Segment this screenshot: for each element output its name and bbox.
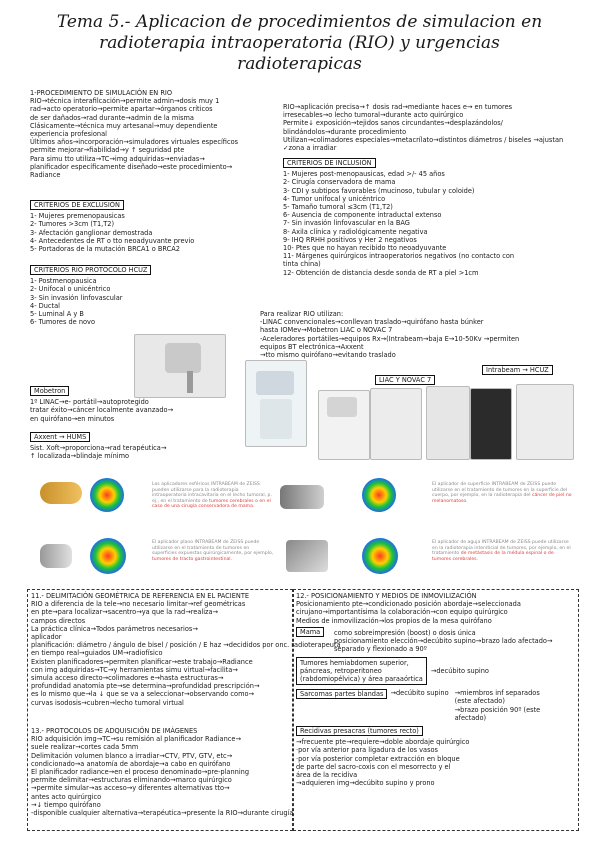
text-line: área de la recidiva [296,771,358,780]
text-line: -Aceleradores portátiles→equipos Rx→(Intrabeam→baja E→10-50Kv →permiten [260,334,520,343]
text-line: →brazo posición 90º (este [454,705,541,714]
text-line: Clásicamente→técnica muy artesanal→muy dependiente [30,121,218,130]
text-line: 9- IHQ RRHH positivos y Her 2 negativos [283,235,417,244]
title-line-2: radioterapia intraoperatoria (RIO) y urgencias [99,33,500,53]
text-line: tinta china) [283,260,321,269]
mobetron-label: Mobetron [30,386,69,396]
title-line-3: radioterapicas [237,54,362,74]
text-line: 1º LINAC→e- portátil→autoprotegido [30,398,149,407]
dose-distribution-image-4 [362,538,398,574]
hcuz-block [30,265,282,326]
text-line: 3- Afectación ganglionar demostrada [30,228,153,237]
text-line: (rabdomiopélvica) y área paraaórtica [300,675,423,684]
text-line: 3- CDI y subtipos favorables (mucinoso, tubular y coloide) [283,186,475,195]
title-line-1: Tema 5.- Aplicacion de procedimientos de simulacion en [56,12,543,32]
text-line: Sist. Xoft→proporciona→rad terapéutica→ [30,444,167,453]
equipment-block [260,310,585,359]
text-line: permite mejorar→fiabilidad→y ↑ seguridad pte [30,146,185,155]
text-line: El planificador radiance→en el proceso denominado→pre-planning [31,768,250,777]
surface-applicator-image [280,485,324,509]
text-line: irresecables→o lecho tumoral→durante acto quirúrgico [283,111,464,120]
text-line: 4- Tumor unifocal y unicéntrico [283,194,386,203]
intrabeam-label: Intrabeam → HCUZ [482,365,553,375]
text-line: 2- Cirugía conservadora de mama [283,178,396,187]
text-line: profundidad anatomía pte→se determina→profundidad prescripción→ [31,682,260,691]
section-12-lines [296,600,576,625]
text-line: Permite↓ exposición→tejidos sanos circundantes→desplazándolos/ [283,119,503,128]
novac-image [370,388,422,460]
text-line: en pte→para localizar→sacentro→ya que la rad→realiza→ [31,608,219,617]
tumores-position: →decúbito supino [430,666,489,675]
text-line: Medios de inmovilización→los propios de la mesa quirófano [296,616,492,625]
text-line: →permite simular→as acceso→y diferentes alternativas tto→ [31,784,230,793]
section-lines [30,97,282,179]
text-line: RIO a diferencia de la tele→no necesario limitar→ref geométricas [31,600,246,609]
axxent-label: Axxent → HUMS [30,432,90,442]
text-line: antes acto quirúrgico [31,792,102,801]
flat-applicator-image [40,544,72,568]
text-line: 4- Ductal [30,301,61,310]
text-line: 1- Mujeres post-menopausicas, edad >/- 45 años [283,170,445,179]
intrabeam-image-2 [470,388,512,460]
hcuz-list [30,277,282,326]
text-line: de ser dañados→rad durante→admin de la misma [30,113,194,122]
text-line: rad→acto operatorio→permite apartar→órganos críticos [30,105,213,114]
text-line: 5- Tamaño tumoral ≤3cm (T1,T2) [283,203,393,212]
axxent-lines [30,444,240,460]
text-line: (este afectado) [454,697,505,706]
text-line: 1- Postmenopausica [30,277,97,286]
mama-label: Mama [296,627,324,637]
axxent-image [245,360,307,447]
text-line: →tto mismo quirófano→evitando traslado [260,351,396,360]
tumores-box [296,657,427,686]
text-line: →frecuente pte→requiere→doble abordaje quirúrgico [296,738,470,747]
text-line: 6- Tumores de novo [30,318,95,327]
section-13-lines [31,735,294,818]
section-procedure [30,89,282,179]
equipment-lines [260,310,585,359]
text-line: blindándolos→durante procedimiento [283,127,407,136]
text-line: La práctica clínica→Todos parámetros necesarios→ [31,624,198,633]
recidivas-label: Recidivas presacras (tumores recto) [296,726,423,736]
inclusion-label: CRITERIOS DE INCLUSIÓN [283,158,376,168]
text-line: RIO→técnica interafilcación→permite admin→dosis muy 1 [30,97,220,106]
hcuz-label: CRITERIOS RIO PROTOCOLO HCUZ [30,265,151,275]
section-heading: 1-PROCEDIMIENTO DE SIMULACIÓN EN RIO [30,89,173,97]
text-line: Para simu tto utiliza→TC→img adquiridas→enviadas→ [30,154,205,163]
needle-applicator-image [286,540,328,572]
text-line: -disponible cualquier alternativa→terapéutica→presente la RIO→durante cirugía [31,809,294,818]
text-line: en quirófano→en minutos [30,414,115,423]
text-line: separado y flexionado a 90º [334,645,427,654]
text-line: condicionado→a anatomía de abordaje→a cabo en quirófano [31,759,231,768]
inclusion-block [283,158,583,277]
section-12 [296,592,576,787]
text-line: RIO→aplicación precisa→↑ dosis rad→mediante haces e→ en tumores [283,103,513,111]
text-line: como sobreimpresión (boost) o dosis única [334,629,476,638]
right-intro-lines [283,103,583,152]
text-line: posicionamiento elección→decúbito supino→brazo lado afectado→ [334,637,553,646]
text-line: 3- Sin invasión linfovascular [30,293,123,302]
intrabeam-image-3 [516,384,574,460]
text-line: 12- Obtención de distancia desde sonda de RT a piel >1cm [283,268,479,277]
text-line: simula acceso directo→colimadores e→hasta estructuras→ [31,674,224,683]
text-line: con img adquiridas→TC→y herramientas simu virtual→facilita→ [31,665,238,674]
text-line: Tumores hemiabdomen superior, [300,658,409,667]
exclusion-block [30,200,282,253]
caption-surface: El aplicador de superficie INTRABEAM de ZEISS puede utilizarse en el tratamiento de tumores en la superficie del cuerpo, por ejemplo, en la radioterapia del cáncer de piel no melanomatoso. [432,482,572,504]
caption-needle: El aplicador de aguja INTRABEAM de ZEISS puede utilizarse en la radioterapia intersticial de tumores, por ejemplo, en el tratamiento de metástasis de la médula espinal o de tumores cerebrales. [432,540,571,562]
section-13 [31,727,294,818]
text-line: equipos BT electrónica→Axxent [260,342,364,351]
tumores-lines [300,659,423,684]
section-13-heading: 13.- PROTOCOLOS DE ADQUISICIÓN DE IMÁGENES [31,727,198,735]
section-11-heading: 11.- DELIMITACIÓN GEOMÉTRICA DE REFERENCIA EN EL PACIENTE [31,592,250,600]
dose-distribution-image-2 [362,478,396,512]
text-line: 2- Unifocal o unicéntrico [30,285,111,294]
right-intro [283,103,583,152]
text-line: →↓ tiempo quirófano [31,800,101,809]
caption-flat: El aplicador plano INTRABEAM de ZEISS puede utilizarse en el tratamiento de tumores en superficies expuestas quirúrgicamente, por ejemplo, tumores de tracto gastrointestinal. [152,540,274,562]
text-line: planificador específicamente diseñado→este procedimiento→ [30,162,233,171]
text-line: 8- Axila clínica y radiológicamente negativa [283,227,428,236]
intrabeam-image-1 [426,386,470,460]
text-line: curvas isodosis→cubren→lecho tumoral virtual [31,698,184,707]
text-line: en tiempo real→guiados UM→radiofísico [31,649,163,658]
text-line: Últimos años→incorporación→simuladores virtuales específicos [30,138,239,147]
text-line: 7- Sin invasión linfovascular en la BAG [283,219,410,228]
text-line: Para realizar RIO utilizan: [260,310,344,318]
caption-spherical: Los aplicadores esféricos INTRABEAM de ZEISS pueden utilizarse para la radioterapia intraoperatoria intracavitaria en el lecho tumoral, p. ej., en el tratamiento de tumores cerebrales o en el caso de una cirugía conservadora de mama. [152,482,272,510]
sarcomas-notes [455,689,541,722]
sarcomas-position: →decúbito supino [390,689,449,698]
text-line: 6- Ausencia de componente intraductal extenso [283,211,442,220]
text-line: permite delimitar→estructuras eliminando→marco quirúrgico [31,776,232,785]
text-line: ✓zona a irradiar [283,144,337,153]
mobetron-lines [30,398,240,423]
text-line: 2- Tumores >3cm (T1,T2) [30,220,115,229]
text-line: hasta IOMev→Mobetron LIAC o NOVAC 7 [260,326,393,335]
page-title [0,12,599,75]
mobetron-block [30,386,240,423]
liac-label: LIAC Y NOVAC 7 [375,375,435,385]
liac-image [318,390,370,460]
text-line: Utilizan→colimadores especiales→metacrílato→distintos diámetros / biseles →ajustan [283,135,564,144]
text-line: de parte del sacro-coxis con el mesorrecto y el [296,762,451,771]
dose-distribution-image-3 [90,538,126,574]
recidivas-lines [296,738,576,787]
text-line: Posicionamiento pte→condicionado posición abordaje→seleccionada [296,600,521,609]
text-line: cirujano→importantísima la colaboración→con equipo quirúrgico [296,608,508,617]
text-line: ↑ localizada→blindaje mínimo [30,452,130,461]
text-line: Delimitación volumen blanco a irradiar→CTV, PTV, GTV, etc→ [31,751,233,760]
text-line: afectado) [454,713,487,722]
text-line: →miembros inf separados [454,689,540,698]
dose-distribution-image-1 [90,478,124,512]
text-line: →adquieren img→decúbito supino y prono [296,779,435,788]
text-line: 10- Ptes que no hayan recibido tto neoadyuvante [283,244,447,253]
sarcomas-label: Sarcomas partes blandas [296,689,387,699]
text-line: -LINAC convencionales→conllevan traslado→quirófano hasta búnker [260,318,484,327]
text-line: 5- Portadoras de la mutación BRCA1 o BRCA2 [30,245,180,254]
text-line: Existen planificadores→permiten planificar→este trabajo→Radiance [31,657,253,666]
text-line: 4- Antecedentes de RT o tto neoadyuvante previo [30,236,195,245]
section-12-heading: 12.- POSICIONAMIENTO Y MEDIOS DE INMOVILIZACIÓN [296,592,477,600]
text-line: suele realizar→cortes cada 5mm [31,743,139,752]
mama-lines [334,629,576,654]
text-line: experiencia profesional [30,130,107,139]
text-line: ·por vía anterior para ligadura de los vasos [296,746,438,755]
exclusion-label: CRITERIOS DE EXCLUSIÓN [30,200,124,210]
text-line: RIO adquisición img→TC→su remisión al planificador Radiance→ [31,735,241,744]
text-line: campos directos [31,616,86,625]
spherical-applicator-image [40,482,82,504]
inclusion-list [283,170,583,277]
text-line: 1- Mujeres premenopausicas [30,212,125,221]
text-line: ·por vía posterior completar extracción en bloque [296,754,460,763]
text-line: páncreas, retroperitoneo [300,666,382,675]
axxent-block [30,432,240,461]
exclusion-list [30,212,282,253]
text-line: planificación: diámetro / ángulo de bisel / posición / E haz →decididos por onc. radioterapeuta [31,641,341,650]
text-line: 5- Luminal A y B [30,310,84,319]
text-line: es lo mismo que→la ↓ que se va a seleccionar→observando como→ [31,690,255,699]
text-line: 11- Márgenes quirúrgicos intraoperatorios negativos (no contacto con [283,252,515,261]
text-line: aplicador [31,633,62,642]
text-line: tratar éxito→cáncer localmente avanzado→ [30,406,174,415]
text-line: Radiance [30,171,61,180]
